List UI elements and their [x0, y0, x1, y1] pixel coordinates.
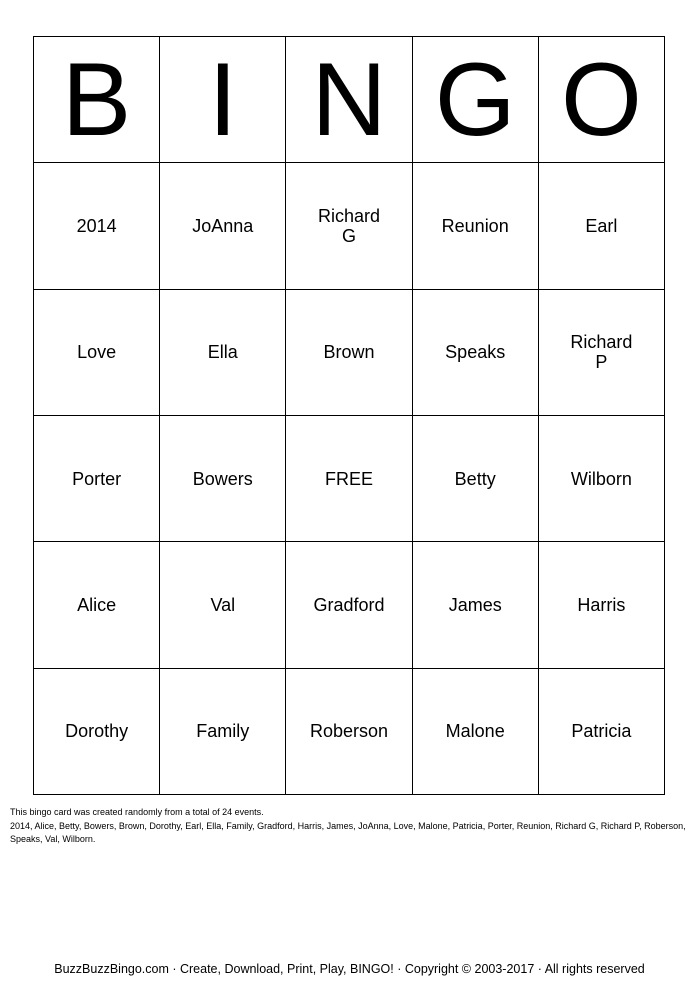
bingo-cell	[413, 163, 539, 289]
cell-text: Dorothy	[65, 721, 129, 742]
bingo-cell	[413, 542, 539, 668]
bingo-cell	[539, 290, 665, 416]
header-cell-o	[539, 37, 665, 163]
cell-text: Harris	[577, 594, 626, 615]
bingo-cell	[160, 669, 286, 795]
cell-text: FREE	[324, 468, 373, 489]
cell-text: Family	[196, 721, 250, 742]
bingo-cell	[286, 669, 412, 795]
header-cell-b	[34, 37, 160, 163]
bingo-cell	[34, 542, 160, 668]
bingo-cell	[539, 416, 665, 542]
cell-text: Wilborn	[570, 468, 632, 489]
bingo-cell	[160, 163, 286, 289]
cell-text: Malone	[445, 721, 505, 742]
header-letter: G	[434, 41, 516, 158]
bingo-cell	[413, 416, 539, 542]
cell-text: Speaks	[445, 342, 506, 363]
bingo-cell	[34, 163, 160, 289]
bingo-cell	[34, 416, 160, 542]
bingo-cell	[34, 290, 160, 416]
bingo-cell	[413, 290, 539, 416]
header-letter: O	[560, 41, 642, 158]
cell-text: Betty	[454, 468, 496, 489]
header-cell-g	[413, 37, 539, 163]
cell-text: James	[448, 594, 502, 615]
bingo-cell	[286, 542, 412, 668]
cell-text: Reunion	[441, 215, 509, 236]
cell-text: Ella	[207, 342, 238, 363]
card-info-word-list: 2014, Alice, Betty, Bowers, Brown, Dorothy, Earl, Ella, Family, Gradford, Harris, James, JoAnna, Love, Malone, Patricia, Porter, Reunion, Richard G, Richard P, Roberson, Speaks, Val, Wilborn.	[10, 820, 686, 844]
free-cell	[286, 416, 412, 542]
bingo-cell	[539, 542, 665, 668]
cell-text: Roberson	[309, 721, 389, 742]
bingo-cell	[286, 290, 412, 416]
header-cell-i	[160, 37, 286, 163]
cell-text: Alice	[77, 594, 117, 615]
header-letter: N	[311, 41, 387, 158]
cell-text: Richard P	[570, 332, 633, 373]
bingo-cell	[539, 669, 665, 795]
cell-text: Love	[77, 342, 117, 363]
cell-text: Richard G	[317, 205, 380, 246]
bingo-cell	[160, 542, 286, 668]
cell-text: 2014	[76, 215, 117, 236]
bingo-card	[33, 36, 665, 795]
page-footer: BuzzBuzzBingo.com · Create, Download, Print, Play, BINGO! · Copyright © 2003-2017 · All rights reserved	[54, 962, 645, 976]
cell-text: Earl	[585, 215, 618, 236]
cell-text: JoAnna	[192, 215, 254, 236]
cell-text: Porter	[72, 468, 122, 489]
card-info-summary: This bingo card was created randomly from a total of 24 events.	[10, 807, 264, 817]
header-letter: I	[208, 41, 238, 158]
header-letter: B	[61, 41, 132, 158]
cell-text: Bowers	[192, 468, 253, 489]
bingo-cell	[34, 669, 160, 795]
cell-text: Gradford	[313, 594, 385, 615]
bingo-cell	[286, 163, 412, 289]
cell-text: Brown	[323, 342, 375, 363]
bingo-cell	[160, 290, 286, 416]
bingo-cell	[539, 163, 665, 289]
cell-text: Val	[210, 594, 236, 615]
card-info-note	[10, 806, 690, 847]
bingo-cell	[160, 416, 286, 542]
bingo-cell	[413, 669, 539, 795]
header-cell-n	[286, 37, 412, 163]
cell-text: Patricia	[571, 721, 632, 742]
